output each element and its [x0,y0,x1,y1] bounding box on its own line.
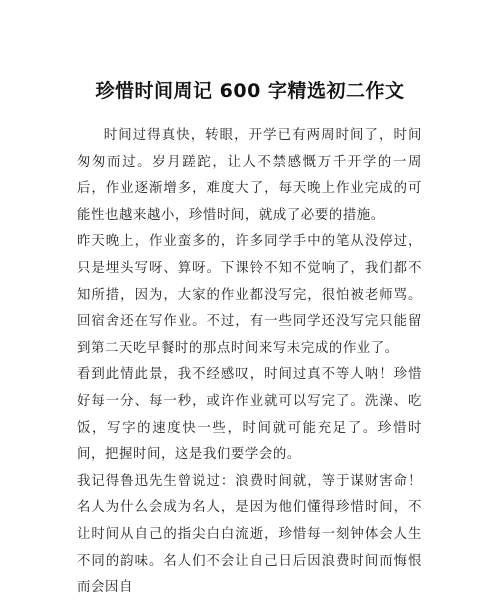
paragraph-1: 时间过得真快，转眼，开学已有两周时间了，时间匆匆而过。岁月蹉跎，让人不禁感慨万千开学的一周后，作业逐渐增多，难度大了，每天晚上作业完成的可能性也越来越小，珍惜时间，就成了必要的措施。 [77,128,422,223]
paragraph-2: 昨天晚上，作业蛮多的，许多同学手中的笔从没停过，只是埋头写呀、算呀。下课铃不知不觉响了，我们都不知所措，因为，大家的作业都没写完，很怕被老师骂。回宿舍还在写作业。不过，有一些同学还没写完只能留到第二天吃早餐时的那点时间来写未完成的作业了。 [77,234,422,356]
document-title: 珍惜时间周记 600 字精选初二作文 [95,80,405,102]
document-body [77,123,422,602]
paragraph-3: 看到此情此景，我不经感叹，时间过真不等人呐！珍惜好每一分、每一秒，或许作业就可以写完了。洗澡、吃饭，写字的速度快一些，时间就可能充足了。珍惜时间，把握时间，这是我们要学会的。 [77,367,422,463]
paragraph-4: 我记得鲁迅先生曾说过：浪费时间就，等于谋财害命！名人为什么会成为名人，是因为他们懂得珍惜时间，不让时间从自己的指尖白白流逝，珍惜每一刻钟体会人生不同的韵味。名人们不会让自己日后因浪费时间而悔恨而会因自 [77,473,422,596]
